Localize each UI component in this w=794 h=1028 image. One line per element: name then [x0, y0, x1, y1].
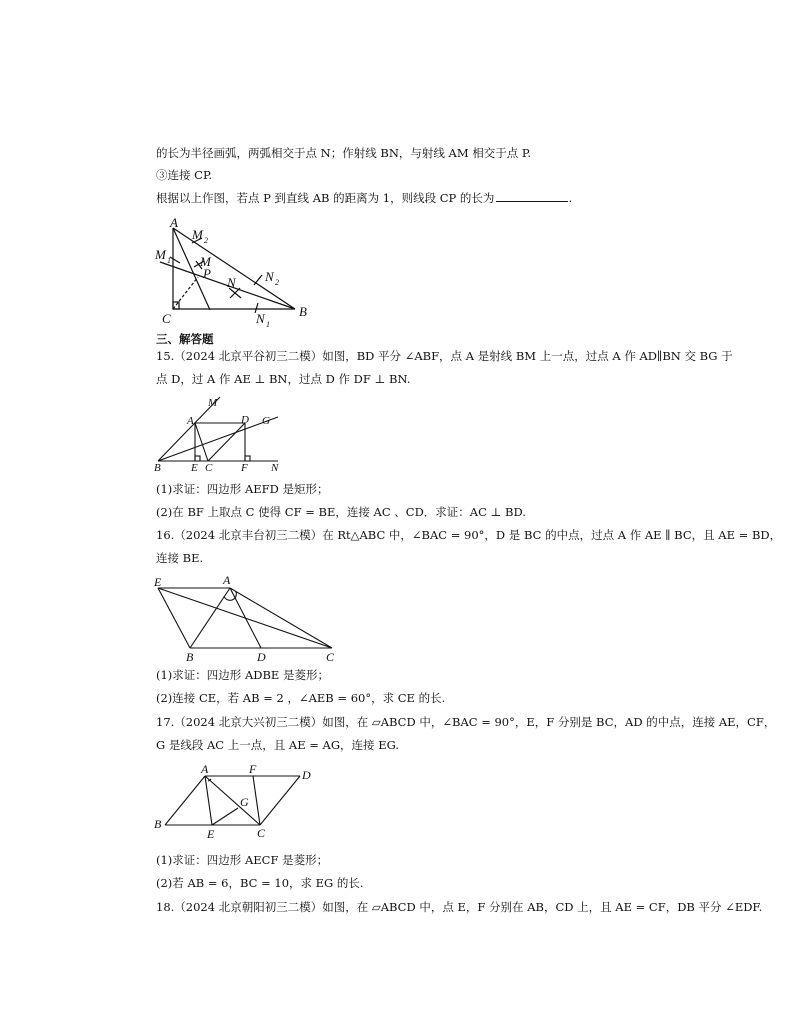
label-P: P: [203, 266, 211, 281]
label-M: M: [208, 397, 218, 409]
label-G: G: [240, 795, 249, 809]
period: .: [568, 191, 573, 205]
figure-14: [150, 215, 320, 330]
label-B: B: [154, 462, 161, 474]
label-C: C: [205, 462, 213, 474]
figure-17: [150, 758, 320, 843]
label-D: D: [302, 768, 311, 782]
label-A: A: [223, 573, 231, 587]
answer-blank: [496, 191, 568, 202]
label-N2-sub: 2: [275, 278, 279, 287]
q17-part-2: (2)若 AB = 6，BC = 10，求 EG 的长.: [156, 876, 364, 890]
q15-part-1: (1)求证：四边形 AEFD 是矩形；: [156, 482, 329, 496]
q16-line-2: 连接 BE.: [156, 551, 204, 565]
label-A: A: [201, 762, 209, 776]
label-B: B: [154, 817, 162, 831]
q15-part-2: (2)在 BF 上取点 C 使得 CF = BE，连接 AC 、CD．求证：AC ⊥ BD.: [156, 505, 526, 519]
section-heading: 三、解答题: [156, 332, 214, 346]
label-F: F: [241, 462, 248, 474]
q17-line-2: G 是线段 AC 上一点，且 AE = AG，连接 EG.: [156, 738, 400, 752]
label-N1-sub: 1: [266, 320, 270, 329]
label-C: C: [326, 650, 335, 664]
label-B: B: [299, 304, 307, 319]
label-M1-sub: 1: [167, 256, 171, 265]
label-M: M: [200, 254, 211, 269]
figure-16: [150, 570, 340, 665]
q16-part-2: (2)连接 CE，若 AB = 2 ，∠AEB = 60°，求 CE 的长.: [156, 691, 446, 705]
label-N: N: [227, 275, 236, 290]
text-line-3: [156, 190, 572, 206]
label-F: F: [249, 762, 257, 776]
question-text: 根据以上作图，若点 P 到直线 AB 的距离为 1，则线段 CP 的长为: [156, 191, 495, 205]
label-E: E: [154, 575, 162, 589]
q15-line-1: 15.（2024 北京平谷初三二模）如图，BD 平分 ∠ABF，点 A 是射线 BM 上一点，过点 A 作 AD∥BN 交 BG 于: [156, 349, 733, 363]
label-D: D: [241, 414, 249, 426]
q17-line-1: 17.（2024 北京大兴初三二模）如图，在 ▱ABCD 中，∠BAC = 90°，E，F 分别是 BC，AD 的中点，连接 AE，CF，: [156, 715, 776, 729]
label-G: G: [262, 415, 270, 427]
label-A: A: [187, 415, 194, 427]
label-C: C: [162, 311, 171, 326]
figure-15: [150, 393, 290, 473]
label-C: C: [257, 826, 266, 840]
text-line-2: ③连接 CP.: [156, 168, 213, 182]
label-A: A: [170, 215, 178, 230]
label-D: D: [257, 650, 266, 664]
label-B: B: [186, 650, 194, 664]
label-N2: N: [265, 269, 274, 284]
label-M1: M: [155, 247, 166, 262]
label-M2: M: [192, 227, 203, 242]
q16-line-1: 16.（2024 北京丰台初三二模）在 Rt△ABC 中，∠BAC = 90°，D 是 BC 的中点，过点 A 作 AE ∥ BC，且 AE = BD，: [156, 528, 782, 542]
label-E: E: [191, 462, 198, 474]
q18-line-1: 18.（2024 北京朝阳初三二模）如图，在 ▱ABCD 中，点 E，F 分别在 AB，CD 上，且 AE = CF，DB 平分 ∠EDF.: [156, 900, 763, 914]
q16-part-1: (1)求证：四边形 ADBE 是菱形；: [156, 668, 329, 682]
label-E: E: [207, 827, 215, 841]
label-N1: N: [256, 311, 265, 326]
label-N: N: [271, 462, 279, 474]
q15-line-2: 点 D，过 A 作 AE ⊥ BN，过点 D 作 DF ⊥ BN.: [156, 372, 411, 386]
label-M2-sub: 2: [204, 236, 208, 245]
q17-part-1: (1)求证：四边形 AECF 是菱形；: [156, 853, 329, 867]
text-line-1: 的长为半径画弧，两弧相交于点 N；作射线 BN，与射线 AM 相交于点 P.: [156, 146, 531, 160]
